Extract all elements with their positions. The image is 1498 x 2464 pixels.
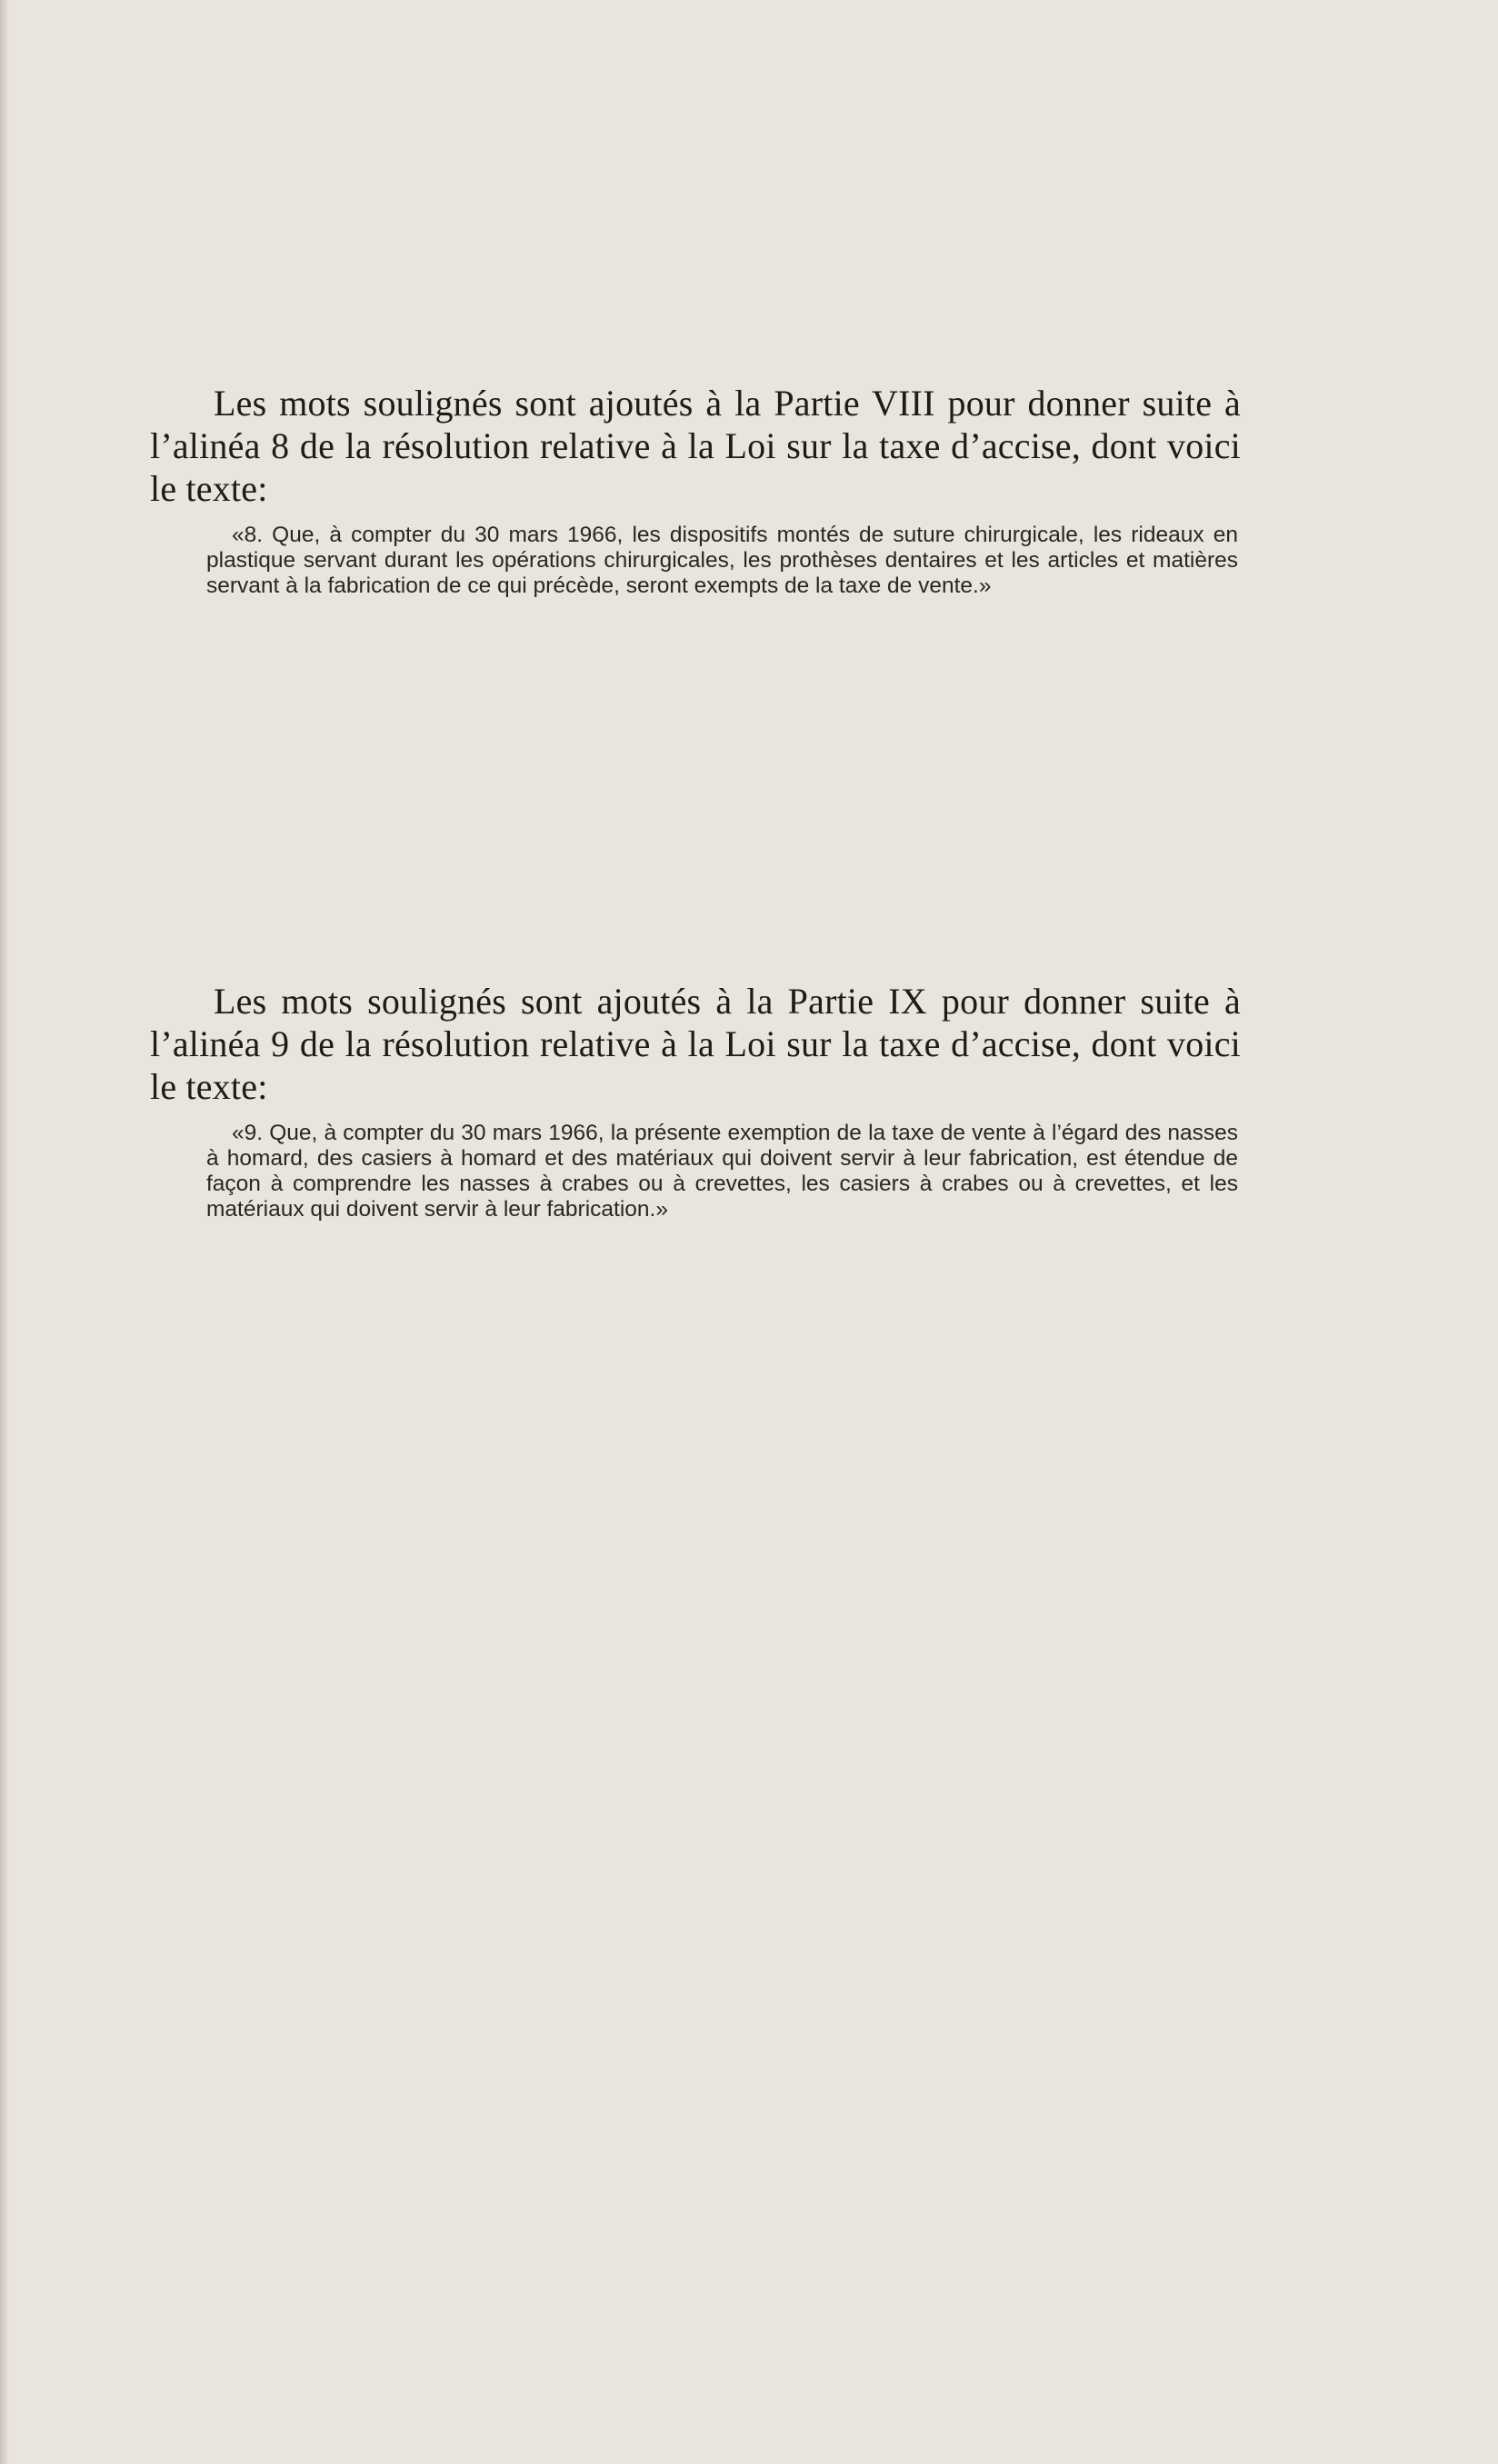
page-binding-edge [0, 0, 9, 2464]
resolution-quote-9: «9. Que, à compter du 30 mars 1966, la présente exemption de la taxe de vente à l’égard des nasses à homard, des casiers à homard et des matériaux qui doivent servir à leur fabrication, est étendue de façon à comprendre les nasses à crabes ou à crevettes, les casiers à crabes ou à crevettes, et les matériaux qui doivent servir à leur fabrication.» [206, 1121, 1238, 1222]
section-partie-ix [150, 980, 1241, 1222]
section-intro-text: Les mots soulignés sont ajoutés à la Partie VIII pour donner suite à l’alinéa 8 de la résolution relative à la Loi sur la taxe d’accise, dont voici le texte: [150, 383, 1241, 509]
resolution-quote-8: «8. Que, à compter du 30 mars 1966, les dispositifs montés de suture chirurgicale, les rideaux en plastique servant durant les opérations chirurgicales, les prothèses dentaires et les articles et matières servant à la fabrication de ce qui précède, seront exempts de la taxe de vente.» [206, 523, 1238, 598]
section-partie-viii [150, 382, 1241, 599]
section-intro-text: Les mots soulignés sont ajoutés à la Partie IX pour donner suite à l’alinéa 9 de la résolution relative à la Loi sur la taxe d’accise, dont voici le texte: [150, 981, 1241, 1107]
